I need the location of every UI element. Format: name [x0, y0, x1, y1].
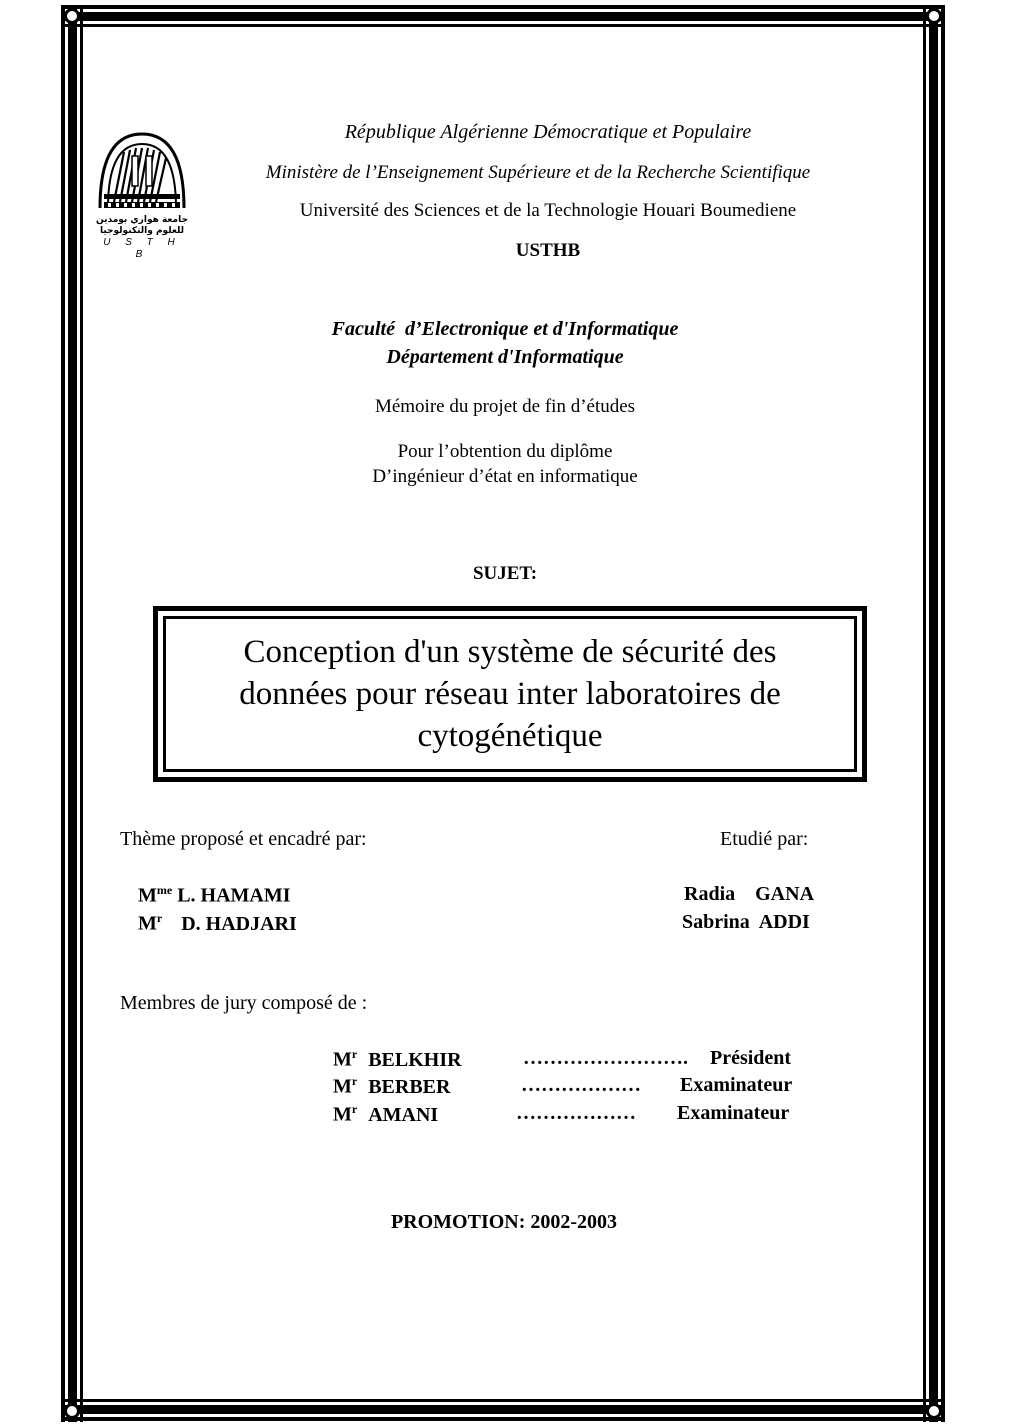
jury-member-3-dots: ……………… [516, 1102, 636, 1124]
supervisor-1 [138, 883, 291, 908]
supervisor-2 [138, 911, 297, 936]
subject-title-box [153, 606, 867, 782]
memoir-line: Mémoire du projet de fin d’études [374, 396, 636, 417]
usthb-logo [94, 128, 190, 260]
jury-member-3-name: AMANI [368, 1103, 439, 1126]
logo-arabic-line-1: جامعة هواري بومدين [96, 215, 188, 225]
student-2: Sabrina ADDI [682, 911, 810, 933]
subject-label: SUJET: [472, 563, 538, 584]
jury-member-1-prefix: M [333, 1048, 352, 1071]
jury-member-2-dots: ……………… [521, 1074, 641, 1096]
studied-by-label: Etudié par: [720, 828, 809, 850]
supervisor-2-prefix: M [138, 912, 157, 935]
logo-latin-acronym: U S T H B [103, 237, 181, 260]
proposed-by-label: Thème proposé et encadré par: [120, 828, 367, 850]
diploma-line-2: D’ingénieur d’état en informatique [372, 466, 638, 487]
jury-member-3-title-suffix: r [351, 1102, 358, 1116]
supervisor-1-name: L. HAMAMI [177, 884, 291, 907]
jury-member-2-role: Examinateur [680, 1074, 793, 1096]
promotion-line: PROMOTION: 2002-2003 [390, 1211, 618, 1233]
jury-member-1 [333, 1047, 462, 1072]
jury-member-2-name: BERBER [368, 1075, 451, 1098]
university-line: Université des Sciences et de la Technologie Houari Boumediene [299, 200, 797, 221]
subject-title: Conception d'un système de sécurité des données pour réseau inter laboratoires de cytogénétique [239, 634, 781, 754]
supervisor-2-name: D. HADJARI [181, 912, 297, 935]
jury-member-2-title-suffix: r [351, 1074, 358, 1088]
supervisor-1-title-suffix: me [156, 883, 173, 897]
faculty-name: Faculté d’Electronique et d'Informatique [331, 318, 679, 340]
subject-title-inner-border [163, 616, 857, 772]
jury-member-1-dots: ……………………. [523, 1047, 688, 1069]
republic-line: République Algérienne Démocratique et Populaire [344, 121, 752, 143]
jury-member-3-role: Examinateur [677, 1102, 790, 1124]
student-1: Radia GANA [684, 883, 815, 905]
jury-member-3-prefix: M [333, 1103, 352, 1126]
jury-label: Membres de jury composé de : [120, 992, 368, 1014]
jury-member-1-name: BELKHIR [368, 1048, 462, 1071]
jury-member-1-title-suffix: r [351, 1047, 358, 1061]
jury-member-3 [333, 1102, 438, 1127]
jury-member-2-prefix: M [333, 1075, 352, 1098]
logo-arabic-line-2: للعلوم والتكنولوجيا [99, 226, 185, 236]
supervisor-1-prefix: M [138, 884, 157, 907]
supervisor-2-title-suffix: r [156, 911, 163, 925]
jury-member-1-role: Président [710, 1047, 792, 1069]
jury-member-2 [333, 1074, 450, 1099]
diploma-line-1: Pour l’obtention du diplôme [397, 441, 613, 462]
ministry-line: Ministère de l’Enseignement Supérieure et de la Recherche Scientifique [265, 162, 811, 183]
department-name: Département d'Informatique [386, 346, 624, 368]
university-acronym: USTHB [515, 240, 581, 261]
